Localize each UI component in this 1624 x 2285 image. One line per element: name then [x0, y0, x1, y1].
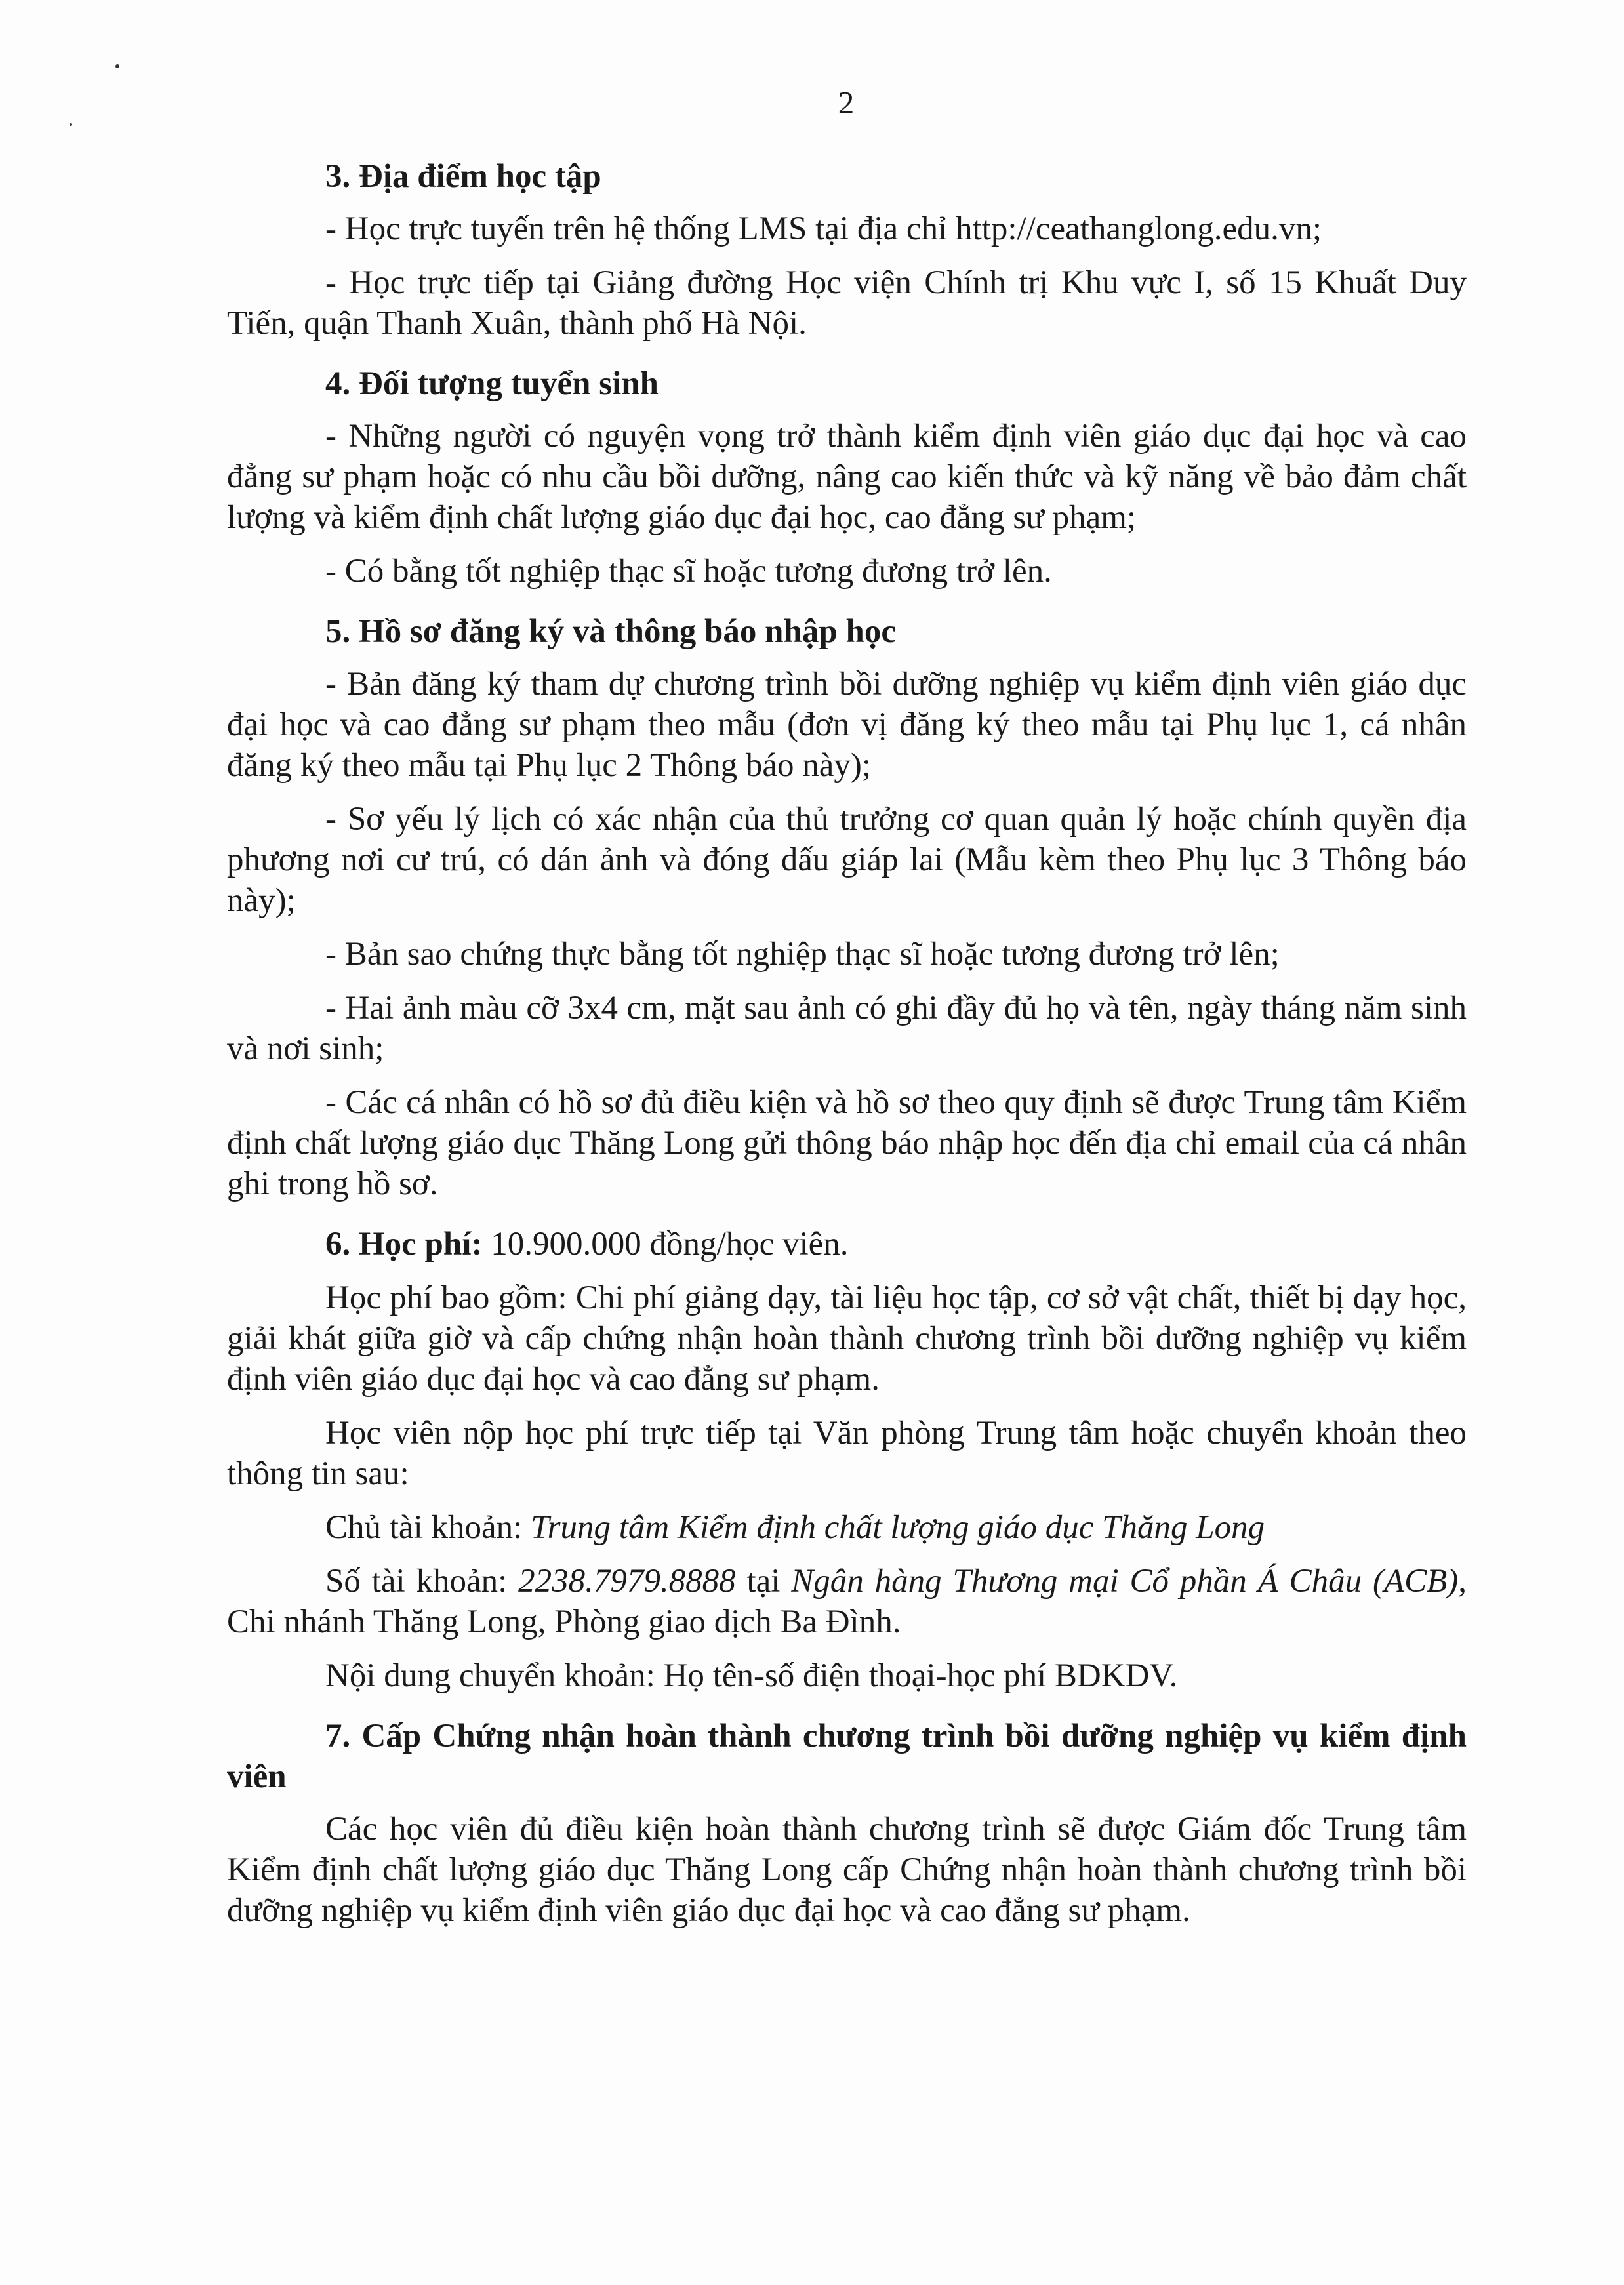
- account-holder-name: Trung tâm Kiểm định chất lượng giáo dục Thăng Long: [531, 1509, 1265, 1546]
- section-6-heading: [227, 1224, 1467, 1264]
- payment-instructions: Học viên nộp học phí trực tiếp tại Văn phòng Trung tâm hoặc chuyển khoản theo thông tin sau:: [227, 1415, 1467, 1492]
- tuition-includes: Học phí bao gồm: Chi phí giảng dạy, tài liệu học tập, cơ sở vật chất, thiết bị dạy học, giải khát giữa giờ và cấp chứng nhận hoàn thành chương trình bồi dưỡng nghiệp vụ kiểm định viên giáo dục đại học và cao đẳng sư phạm.: [227, 1280, 1467, 1398]
- section-3-item: - Học trực tiếp tại Giảng đường Học viện Chính trị Khu vực I, số 15 Khuất Duy Tiến, quận Thanh Xuân, thành phố Hà Nội.: [227, 264, 1467, 342]
- account-number: 2238.7979.8888: [518, 1563, 736, 1600]
- account-number-label: Số tài khoản:: [325, 1563, 519, 1600]
- at-label: tại: [735, 1563, 792, 1600]
- section-3-heading: 3. Địa điểm học tập: [325, 158, 601, 195]
- transfer-content: Nội dung chuyển khoản: Họ tên-số điện thoại-học phí BDKDV.: [325, 1657, 1178, 1694]
- document-body: [227, 156, 1467, 1944]
- account-number-line: [227, 1561, 1467, 1642]
- section-5-item: - Bản đăng ký tham dự chương trình bồi dưỡng nghiệp vụ kiểm định viên giáo dục đại học và cao đẳng sư phạm theo mẫu (đơn vị đăng ký theo mẫu tại Phụ lục 1, cá nhân đăng ký theo mẫu tại Phụ lục 2 Thông báo này);: [227, 666, 1467, 784]
- bank-branch: , Chi nhánh Thăng Long, Phòng giao dịch Ba Đình.: [227, 1563, 1467, 1640]
- page-number: 2: [838, 85, 855, 121]
- section-7-heading: 7. Cấp Chứng nhận hoàn thành chương trình bồi dưỡng nghiệp vụ kiểm định viên: [227, 1718, 1467, 1795]
- section-4-heading: 4. Đối tượng tuyển sinh: [325, 365, 659, 402]
- section-4-item: - Có bằng tốt nghiệp thạc sĩ hoặc tương đương trở lên.: [325, 553, 1052, 590]
- section-5-item: - Bản sao chứng thực bằng tốt nghiệp thạc sĩ hoặc tương đương trở lên;: [325, 936, 1280, 973]
- bank-name: Ngân hàng Thương mại Cổ phần Á Châu (ACB): [791, 1563, 1459, 1600]
- section-5-item: - Hai ảnh màu cỡ 3x4 cm, mặt sau ảnh có ghi đầy đủ họ và tên, ngày tháng năm sinh và nơi sinh;: [227, 990, 1467, 1067]
- scan-speck: [70, 123, 72, 126]
- section-5-heading: 5. Hồ sơ đăng ký và thông báo nhập học: [325, 613, 897, 650]
- section-6-heading-label: 6. Học phí:: [325, 1226, 483, 1263]
- section-4-item: - Những người có nguyện vọng trở thành kiểm định viên giáo dục đại học và cao đẳng sư phạm hoặc có nhu cầu bồi dưỡng, nâng cao kiến thức và kỹ năng về bảo đảm chất lượng và kiểm định chất lượng giáo dục đại học, cao đẳng sư phạm;: [227, 418, 1467, 536]
- account-holder-label: Chủ tài khoản:: [325, 1509, 531, 1546]
- tuition-amount: 10.900.000 đồng/học viên.: [482, 1226, 849, 1263]
- section-3-item: - Học trực tuyến trên hệ thống LMS tại địa chỉ http://ceathanglong.edu.vn;: [325, 211, 1322, 247]
- scan-speck: [115, 64, 119, 68]
- section-7-body: Các học viên đủ điều kiện hoàn thành chương trình sẽ được Giám đốc Trung tâm Kiểm định chất lượng giáo dục Thăng Long cấp Chứng nhận hoàn thành chương trình bồi dưỡng nghiệp vụ kiểm định viên giáo dục đại học và cao đẳng sư phạm.: [227, 1811, 1467, 1929]
- account-holder-line: [227, 1507, 1467, 1548]
- section-5-item: - Các cá nhân có hồ sơ đủ điều kiện và hồ sơ theo quy định sẽ được Trung tâm Kiểm định chất lượng giáo dục Thăng Long gửi thông báo nhập học đến địa chỉ email của cá nhân ghi trong hồ sơ.: [227, 1084, 1467, 1202]
- section-5-item: - Sơ yếu lý lịch có xác nhận của thủ trưởng cơ quan quản lý hoặc chính quyền địa phương nơi cư trú, có dán ảnh và đóng dấu giáp lai (Mẫu kèm theo Phụ lục 3 Thông báo này);: [227, 801, 1467, 919]
